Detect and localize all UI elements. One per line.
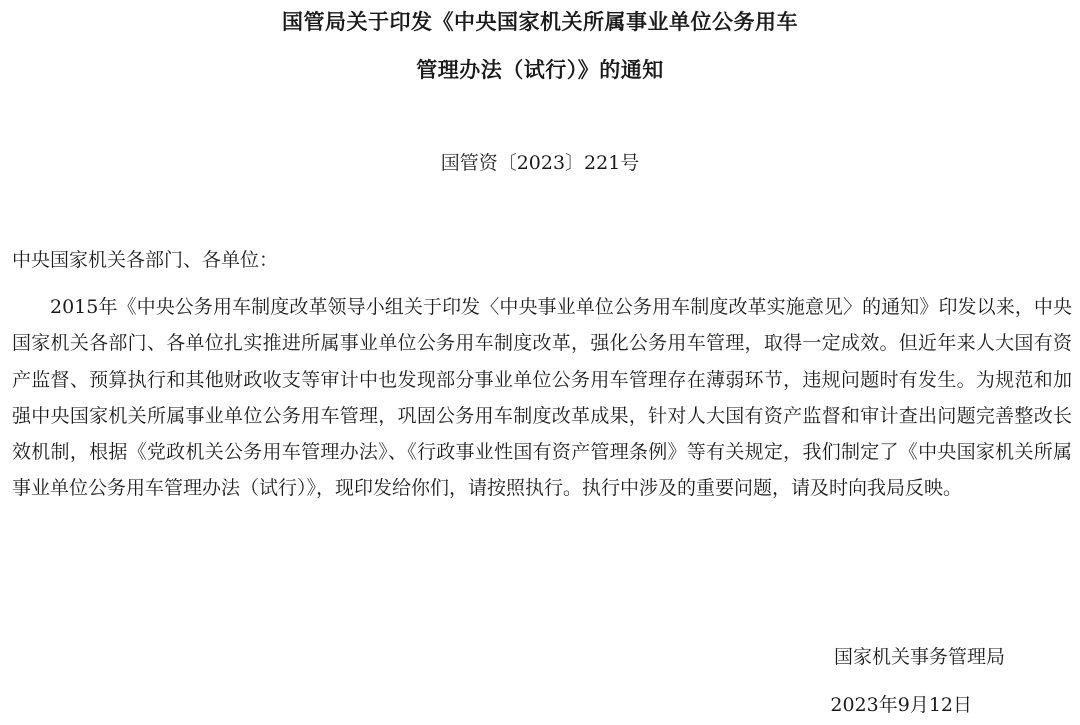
document-title-line-2: 管理办法（试行）》的通知 (416, 57, 664, 82)
issue-date: 2023年9月12日 (830, 694, 972, 716)
document-number: 国管资〔2023〕221号 (440, 152, 640, 174)
salutation: 中央国家机关各部门、各单位： (12, 249, 279, 271)
issuer-signature: 国家机关事务管理局 (833, 646, 1005, 668)
body-paragraph: 2015年《中央公务用车制度改革领导小组关于印发〈中央事业单位公务用车制度改革实施意见〉的通知》印发以来，中央国家机关各部门、各单位扎实推进所属事业单位公务用车制度改革，强化公务用车管理，取得一定成效。但近年来人大国有资产监督、预算执行和其他财政收支等审计中也发现部分事业单位公务用车管理存在薄弱环节，违规问题时有发生。为规范和加强中央国家机关所属事业单位公务用车管理，巩固公务用车制度改革成果，针对人大国有资产监督和审计查出问题完善整改长效机制，根据《党政机关公务用车管理办法》、《行政事业性国有资产管理条例》等有关规定，我们制定了《中央国家机关所属事业单位公务用车管理办法（试行）》，现印发给你们，请按照执行。执行中涉及的重要问题，请及时向我局反映。 (12, 296, 1072, 500)
document-title-line-1: 国管局关于印发《中央国家机关所属事业单位公务用车 (282, 9, 798, 34)
